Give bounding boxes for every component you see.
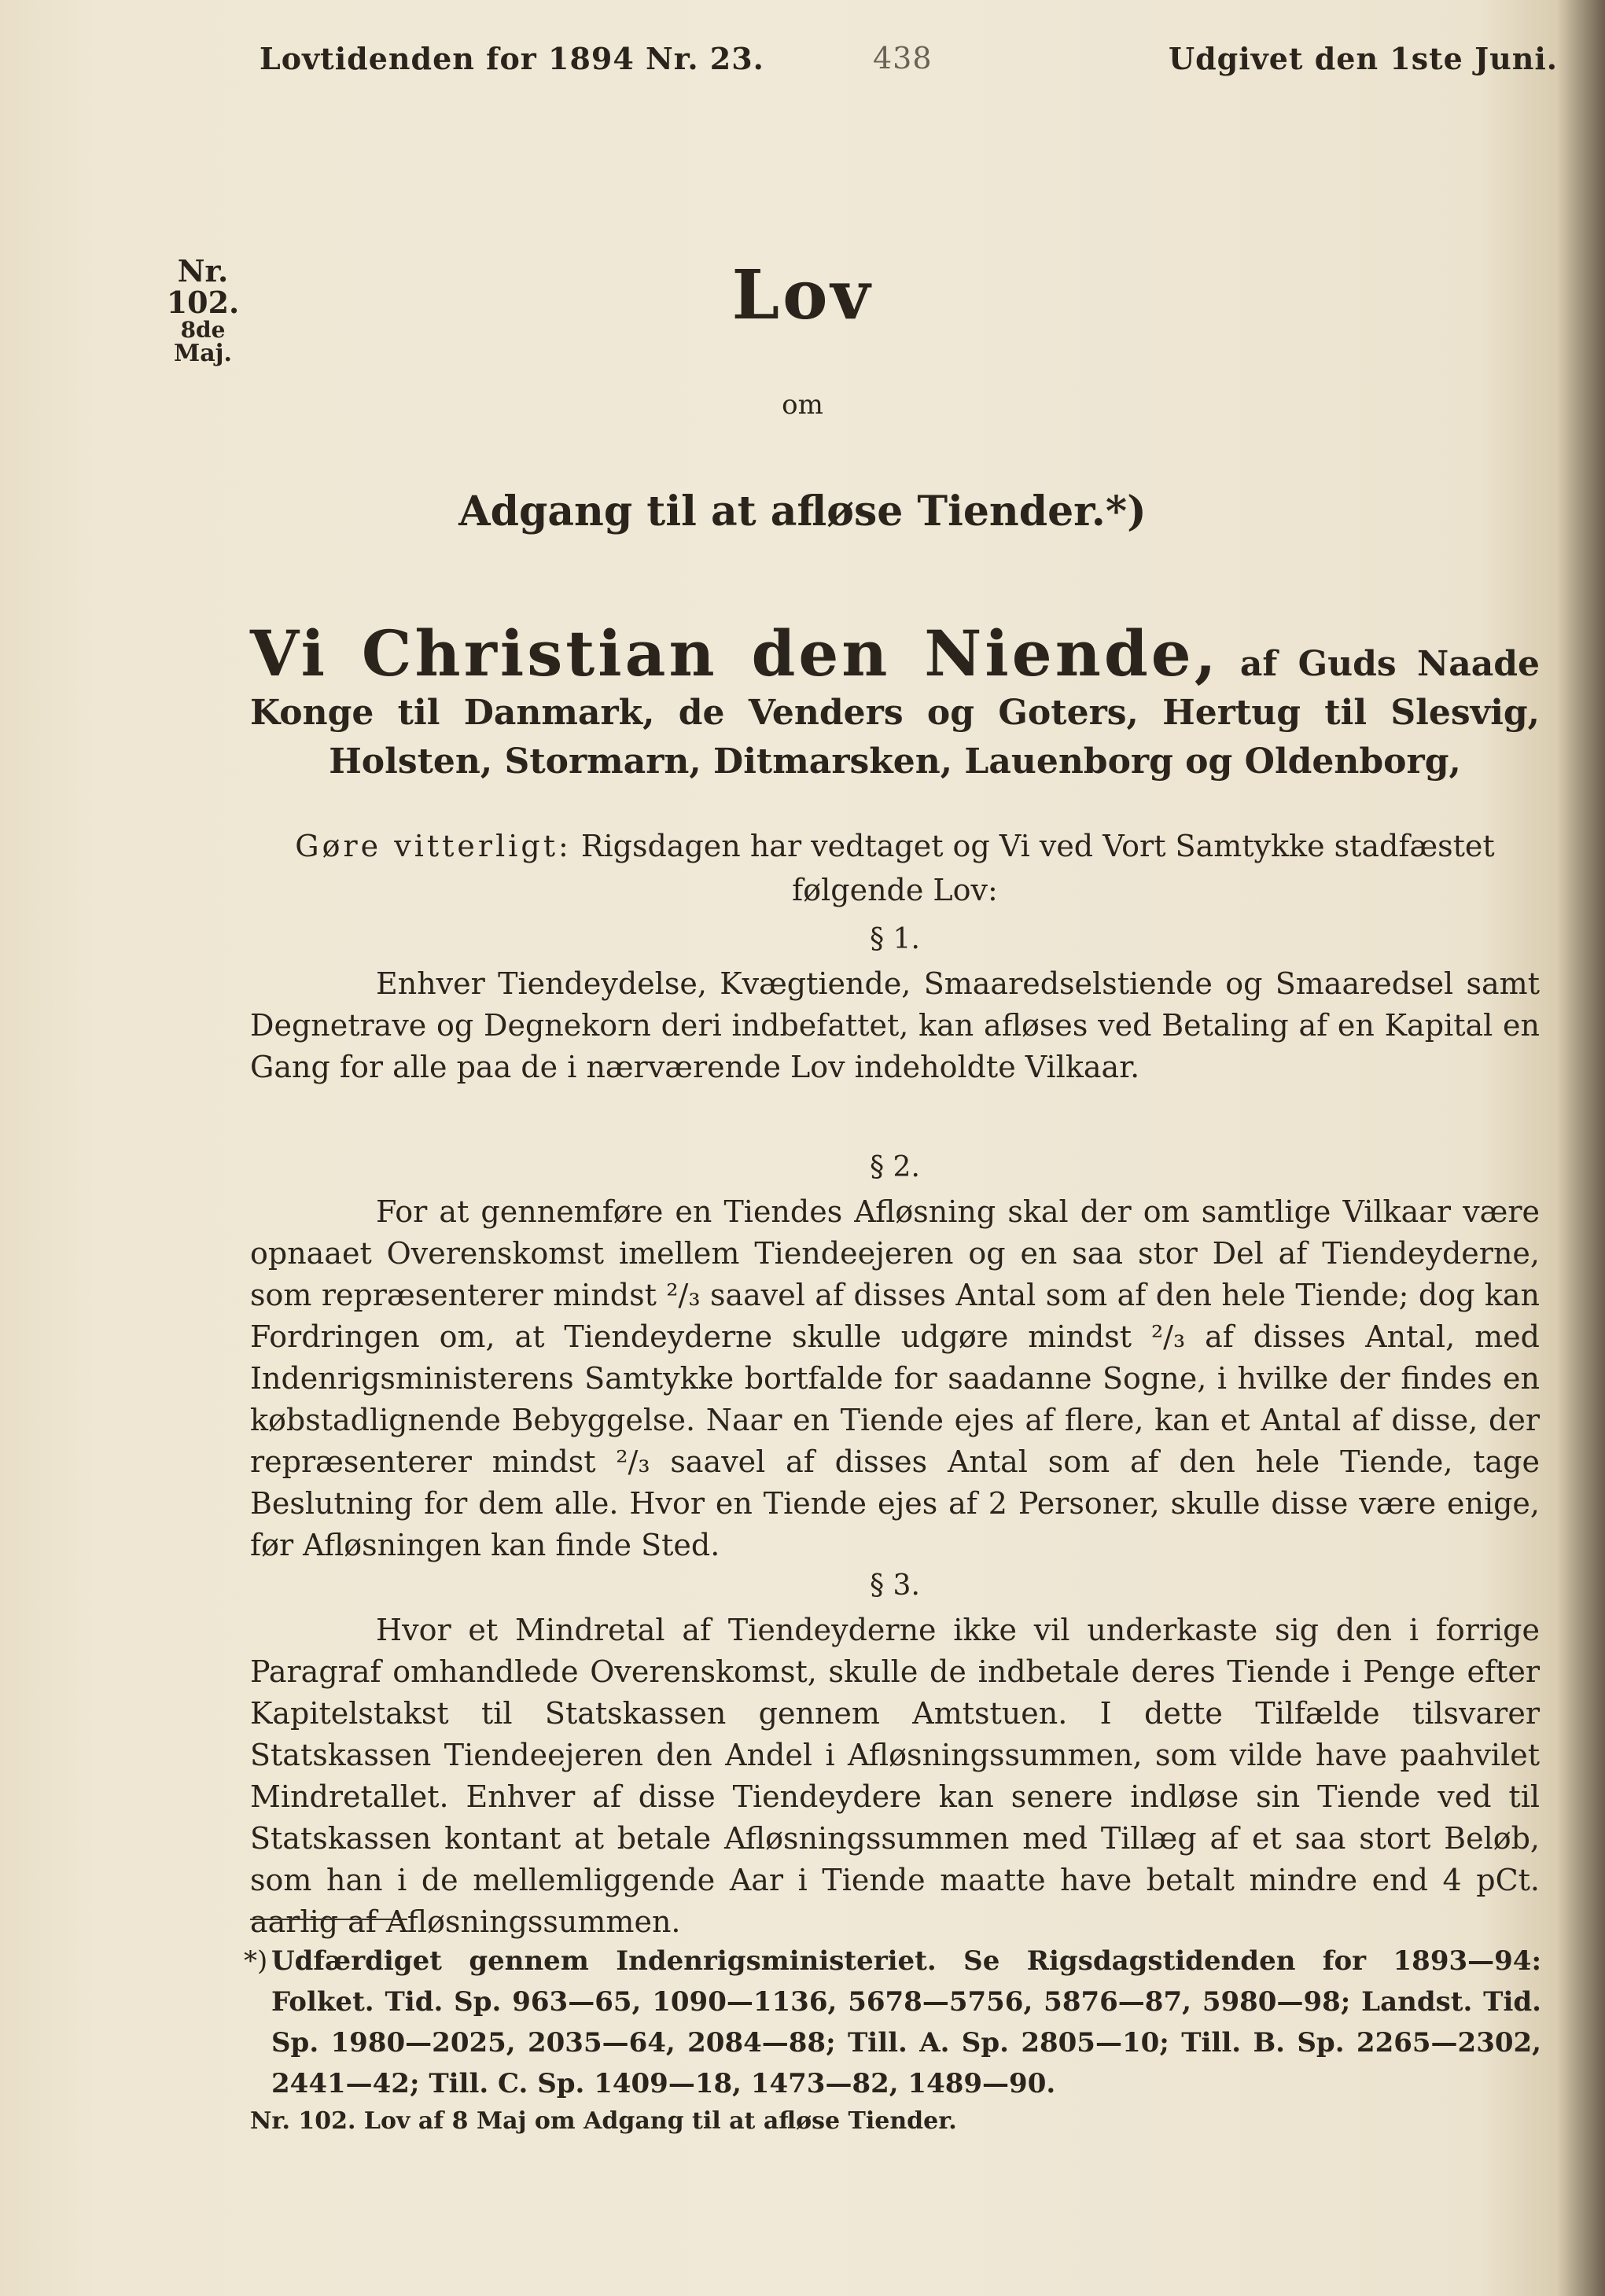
enactment-formula (250, 616, 1540, 786)
section-text: For at gennemføre en Tiendes Afløsning skal der om samtlige Vilkaar være opnaaet Overenskomst imellem Tiendeejeren og en saa stor Del af Tiendeyderne, som repræsenterer mindst ²/₃ saavel af disses Antal som af den hele Tiende; dog kan Fordringen om, at Tiendeyderne skulle udgøre mindst ²/₃ af disses Antal, med Indenrigsministerens Samtykke bortfalde for saadanne Sogne, i hvilke der findes en købstadlignende Bebyggelse. Naar en Tiende ejes af flere, kan et Antal af disse, der repræsenterer mindst ²/₃ saavel af disses Antal som af den hele Tiende, tage Beslutning for dem alle. Hvor en Tiende ejes af 2 Personer, skulle disse være enige, før Afløsningen kan finde Sted. (250, 1194, 1540, 1562)
section-heading: § 1. (870, 923, 920, 955)
running-header (260, 41, 1558, 80)
law-day: 8de (180, 316, 226, 343)
king-name: Vi Christian den Niende, (250, 616, 1220, 690)
title-subject: Adgang til at afløse Tiender.*) (458, 488, 1147, 535)
law-month: Maj. (174, 340, 232, 368)
footnote-mark: *) (244, 1945, 268, 1977)
king-titles: af Guds Naade Konge til Danmark, de Venders og Goters, Hertug til Slesvig, Holsten, Stormarn, Ditmarsken, Lauenborg og Oldenborg, (250, 644, 1540, 782)
proclamation (250, 824, 1540, 912)
section-heading: § 2. (870, 1151, 920, 1183)
section-text: Hvor et Mindretal af Tiendeyderne ikke vil underkaste sig den i forrige Paragraf omhandlede Overenskomst, skulle de indbetale deres Tiende i Penge efter Kapitelstakst til Statskassen gennem Amtstuen. I dette Tilfælde tilsvarer Statskassen Tiendeejeren den Andel i Afløsningssummen, som vilde have paahvilet Mindretallet. Enhver af disse Tiendeydere kan senere indløse sin Tiende ved til Statskassen kontant at betale Afløsningssummen med Tillæg af et saa stort Beløb, som han i de mellemliggende Aar i Tiende maatte have betalt mindre end 4 pCt. aarlig af Afløsningssummen. (250, 1613, 1540, 1939)
header-right: Udgivet den 1ste Juni. (1168, 41, 1558, 76)
footnote-text: Udfærdiget gennem Indenrigsministeriet. Se Rigsdagstidenden for 1893—94: Folket. Tid. Sp. 963—65, 1090—1136, 5678—5756, 5876—87, 5980—98; Landst. Tid. Sp. 1980—2025, 2035—64, 2084—88; Till. A. Sp. 2805—10; Till. B. Sp. 2265—2302, 2441—42; Till. C. Sp. 1409—18, 1473—82, 1489—90. (271, 1945, 1541, 2099)
proclaim-word: Gøre vitterligt: (295, 829, 572, 863)
section-heading: § 3. (870, 1569, 920, 1602)
proclaim-text: Rigsdagen har vedtaget og Vi ved Vort Samtykke stadfæstet følgende Lov: (580, 829, 1495, 907)
signature-line: Nr. 102. Lov af 8 Maj om Adgang til at afløse Tiender. (250, 2107, 957, 2135)
section-3 (250, 1565, 1540, 1943)
header-left: Lovtidenden for 1894 Nr. 23. (260, 41, 764, 76)
section-2 (250, 1146, 1540, 1566)
title-connector: om (782, 389, 823, 421)
show-through-text (142, 130, 150, 161)
footnote-divider (250, 1919, 407, 1920)
section-1 (250, 918, 1540, 1088)
section-text: Enhver Tiendeydelse, Kvægtiende, Smaaredselstiende og Smaaredsel samt Degnetrave og Degnekorn deri indbefattet, kan afløses ved Betaling af en Kapital en Gang for alle paa de i nærværende Lov indeholdte Vilkaar. (250, 966, 1540, 1084)
title-lov: Lov (731, 256, 874, 335)
page-number: 438 (873, 41, 933, 75)
footnote (244, 1941, 1541, 2104)
law-number: Nr. 102. (166, 253, 240, 320)
